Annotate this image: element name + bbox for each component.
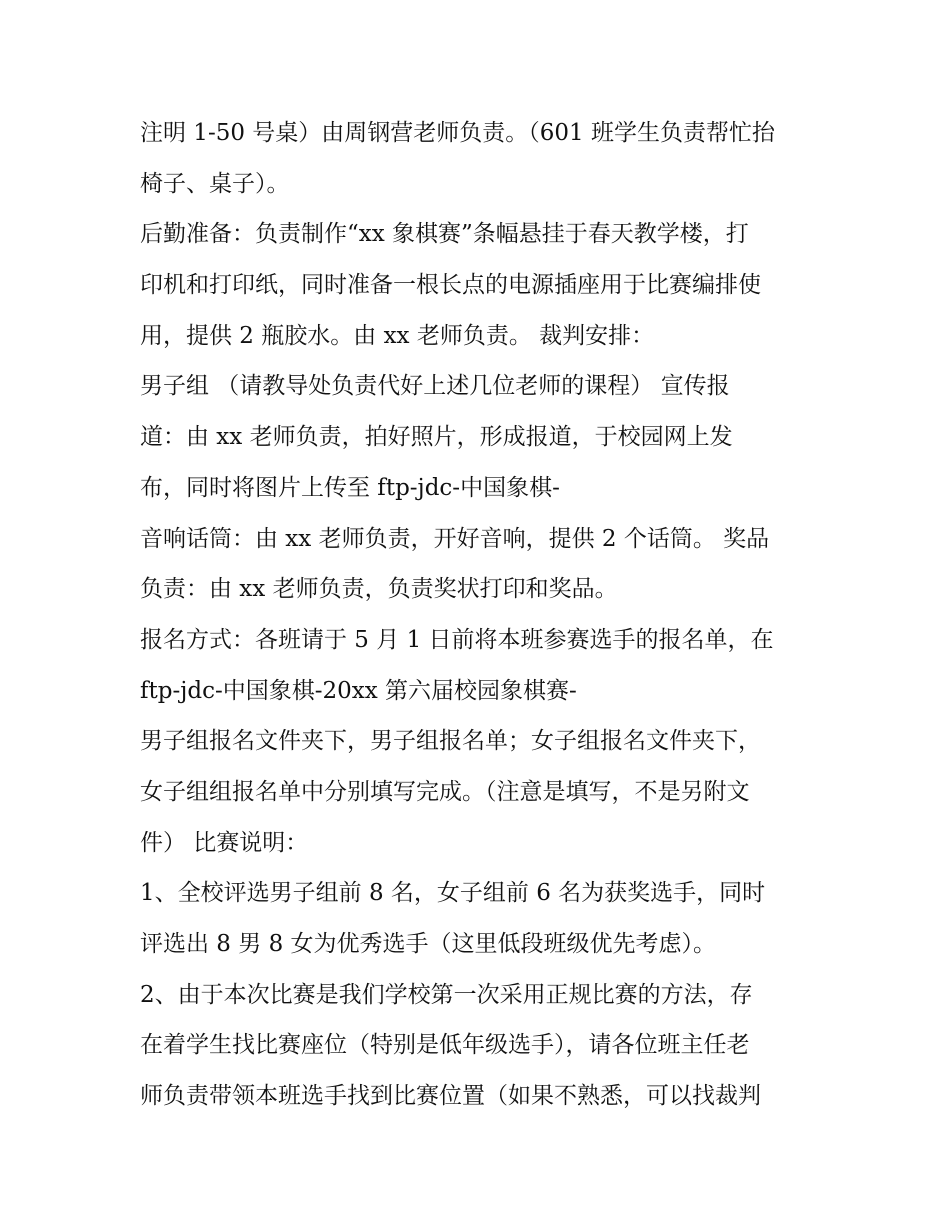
text-line: 女子组组报名单中分别填写完成。（注意是填写，不是另附文 [140, 778, 750, 805]
text-line: 报名方式：各班请于 5 月 1 日前将本班参赛选手的报名单，在 [140, 626, 774, 653]
text-line: 男子组 （请教导处负责代好上述几位老师的课程） 宣传报 [140, 373, 730, 400]
text-line: 后勤准备：负责制作“xx 象棋赛”条幅悬挂于春天教学楼，打 [140, 221, 749, 248]
text-line: 2、由于本次比赛是我们学校第一次采用正规比赛的方法，存 [140, 981, 753, 1008]
text-line: 在着学生找比赛座位（特别是低年级选手），请各位班主任老 [140, 1032, 750, 1059]
text-line: ftp-jdc-中国象棋-20xx 第六届校园象棋赛- [140, 677, 577, 704]
text-line: 用，提供 2 瓶胶水。由 xx 老师负责。 裁判安排： [140, 322, 655, 349]
text-line: 椅子、桌子）。 [140, 170, 290, 197]
text-line: 1、全校评选男子组前 8 名，女子组前 6 名为获奖选手，同时 [140, 880, 766, 907]
text-line: 布，同时将图片上传至 ftp-jdc-中国象棋- [140, 474, 560, 501]
text-line: 评选出 8 男 8 女为优秀选手（这里低段班级优先考虑）。 [140, 931, 717, 957]
text-line: 件） 比赛说明： [140, 829, 309, 856]
text-line: 注明 1-50 号桌）由周钢营老师负责。（601 班学生负责帮忙抬 [140, 120, 776, 146]
document-body [140, 108, 820, 1122]
text-line: 师负责带领本班选手找到比赛位置（如果不熟悉，可以找裁判 [140, 1083, 761, 1110]
text-line: 负责：由 xx 老师负责，负责奖状打印和奖品。 [140, 576, 618, 603]
text-line: 印机和打印纸，同时准备一根长点的电源插座用于比赛编排使 [140, 272, 761, 299]
text-line: 男子组报名文件夹下，男子组报名单；女子组报名文件夹下， [140, 728, 761, 755]
text-line: 道：由 xx 老师负责，拍好照片，形成报道，于校园网上发 [140, 424, 733, 451]
text-line: 音响话筒：由 xx 老师负责，开好音响，提供 2 个话筒。 奖品 [140, 525, 770, 552]
